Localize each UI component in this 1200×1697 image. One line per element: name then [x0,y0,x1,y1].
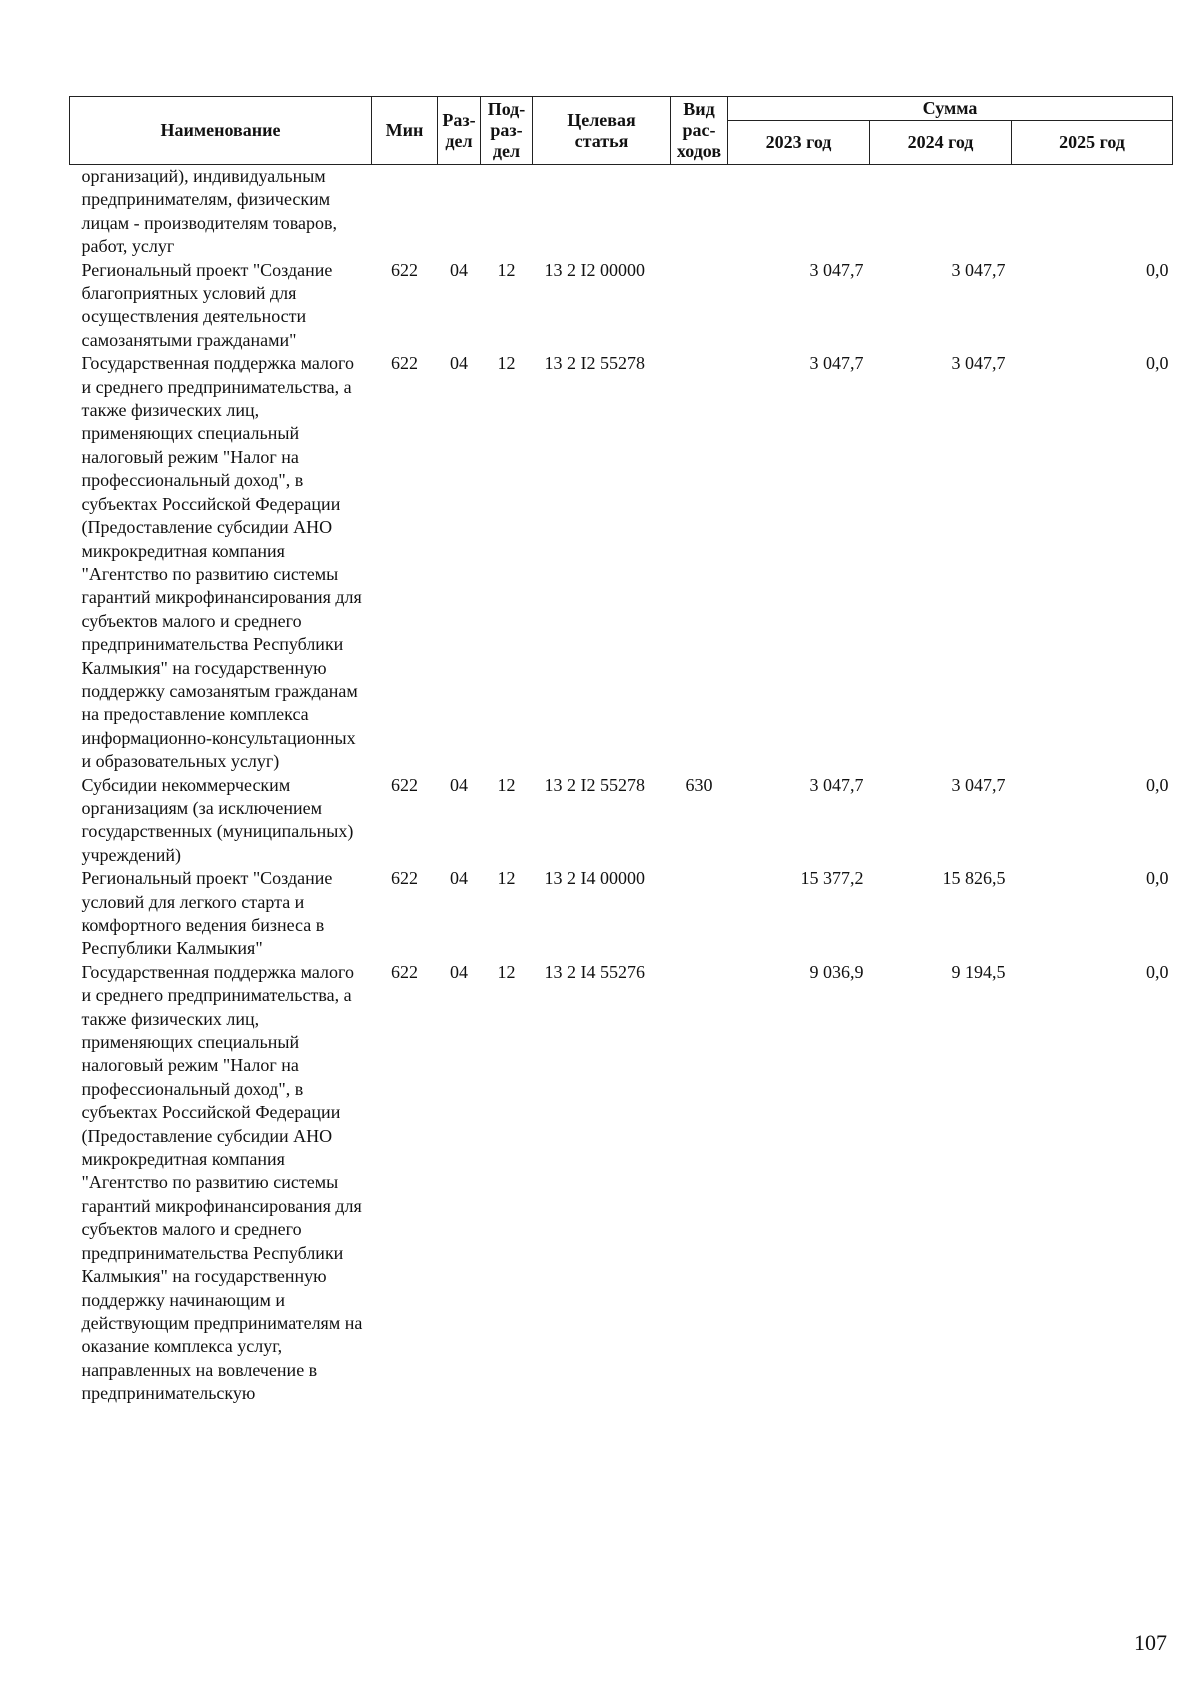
row-sum-2023-cell: 3 047,7 [809,774,864,795]
row-podrazdel-cell: 12 [497,774,516,795]
row-sum-2024-cell: 3 047,7 [951,353,1006,374]
row-razdel-cell: 04 [450,961,468,982]
header-vid-rashodov: Вид рас- ходов [671,97,728,165]
row-celevaya-statya-cell: 13 2 I4 00000 [544,868,645,889]
budget-table [69,96,1173,1406]
row-podrazdel-cell: 12 [497,868,516,889]
row-min-cell: 622 [391,774,418,795]
row-min-cell: 622 [391,353,418,374]
row-min-cell [372,165,438,259]
row-sum-2025-cell: 0,0 [1146,259,1169,280]
table-body [70,165,1173,1406]
row-sum-2025-cell: 0,0 [1146,353,1169,374]
row-sum-2025-cell [1012,165,1173,259]
row-sum-2023-cell: 15 377,2 [800,868,864,889]
header-year-2025: 2025 год [1012,121,1173,165]
header-year-2024: 2024 год [870,121,1012,165]
row-sum-2023-cell: 9 036,9 [809,961,864,982]
table-row [70,165,1173,259]
row-podrazdel-cell: 12 [497,961,516,982]
row-sum-2025-cell: 0,0 [1146,868,1169,889]
table-row [70,352,1173,773]
row-name-cell: Государственная поддержка малого и среднего предпринимательства, а также физических лиц, применяющих специальный налоговый режим "Налог на профессиональный доход", в субъектах Российской Федерации (Предоставление субсидии АНО микрокредитная компания "Агентство по развитию системы гарантий микрофинансирования для субъектов малого и среднего предпринимательства Республики Калмыкия" на государственную поддержку самозанятым гражданам на предоставление комплекса информационно-консультационных и образовательных услуг) [81,353,362,772]
row-celevaya-statya-cell: 13 2 I4 55276 [544,961,645,982]
table-header [70,97,1173,165]
table-row [70,867,1173,961]
row-razdel-cell: 04 [450,353,468,374]
row-razdel-cell: 04 [450,259,468,280]
page-number: 107 [1134,1630,1167,1655]
row-sum-2023-cell [728,165,870,259]
row-celevaya-statya-cell [533,165,671,259]
table-row [70,259,1173,353]
row-name-cell: Региональный проект "Создание условий для легкого старта и комфортного ведения бизнеса в Республики Калмыкия" [81,868,333,959]
header-year-2023: 2023 год [728,121,870,165]
row-sum-2025-cell: 0,0 [1146,961,1169,982]
table-row [70,961,1173,1406]
row-sum-2024-cell: 9 194,5 [951,961,1006,982]
table-row [70,774,1173,868]
row-vid-rashodov-cell [671,165,728,259]
row-sum-2024-cell: 3 047,7 [951,259,1006,280]
row-celevaya-statya-cell: 13 2 I2 55278 [544,353,645,374]
row-podrazdel-cell [481,165,533,259]
row-sum-2023-cell: 3 047,7 [809,259,864,280]
header-razdel: Раз- дел [438,97,481,165]
header-podrazdel: Под- раз- дел [481,97,533,165]
row-razdel-cell: 04 [450,868,468,889]
row-min-cell: 622 [391,961,418,982]
row-razdel-cell: 04 [450,774,468,795]
row-vid-rashodov-cell [671,867,728,961]
row-sum-2023-cell: 3 047,7 [809,353,864,374]
row-min-cell: 622 [391,868,418,889]
header-celevaya-statya: Целевая статья [533,97,671,165]
row-min-cell: 622 [391,259,418,280]
row-sum-2024-cell [870,165,1012,259]
row-vid-rashodov-cell [671,352,728,773]
row-vid-rashodov-cell [671,259,728,353]
header-min: Мин [372,97,438,165]
row-podrazdel-cell: 12 [497,353,516,374]
row-vid-rashodov-cell [671,961,728,1406]
row-podrazdel-cell: 12 [497,259,516,280]
row-sum-2025-cell: 0,0 [1146,774,1169,795]
row-sum-2024-cell: 15 826,5 [942,868,1006,889]
row-vid-rashodov-cell: 630 [685,774,713,795]
row-name-cell: Региональный проект "Создание благоприятных условий для осуществления деятельности самозанятыми гражданами" [81,259,333,350]
row-celevaya-statya-cell: 13 2 I2 55278 [544,774,645,795]
row-name-cell: организаций), индивидуальным предпринимателям, физическим лицам - производителям товаров, работ, услуг [81,166,338,257]
row-razdel-cell [438,165,481,259]
header-name: Наименование [70,97,372,165]
header-summa: Сумма [728,97,1173,121]
row-name-cell: Субсидии некоммерческим организациям (за исключением государственных (муниципальных) учреждений) [81,774,354,865]
row-name-cell: Государственная поддержка малого и среднего предпринимательства, а также физических лиц, применяющих специальный налоговый режим "Налог на профессиональный доход", в субъектах Российской Федерации (Предоставление субсидии АНО микрокредитная компания "Агентство по развитию системы гарантий микрофинансирования для субъектов малого и среднего предпринимательства Республики Калмыкия" на государственную поддержку начинающим и действующим предпринимателям на оказание комплекса услуг, направленных на вовлечение в предпринимательскую [81,961,363,1404]
row-sum-2024-cell: 3 047,7 [951,774,1006,795]
row-celevaya-statya-cell: 13 2 I2 00000 [544,259,645,280]
